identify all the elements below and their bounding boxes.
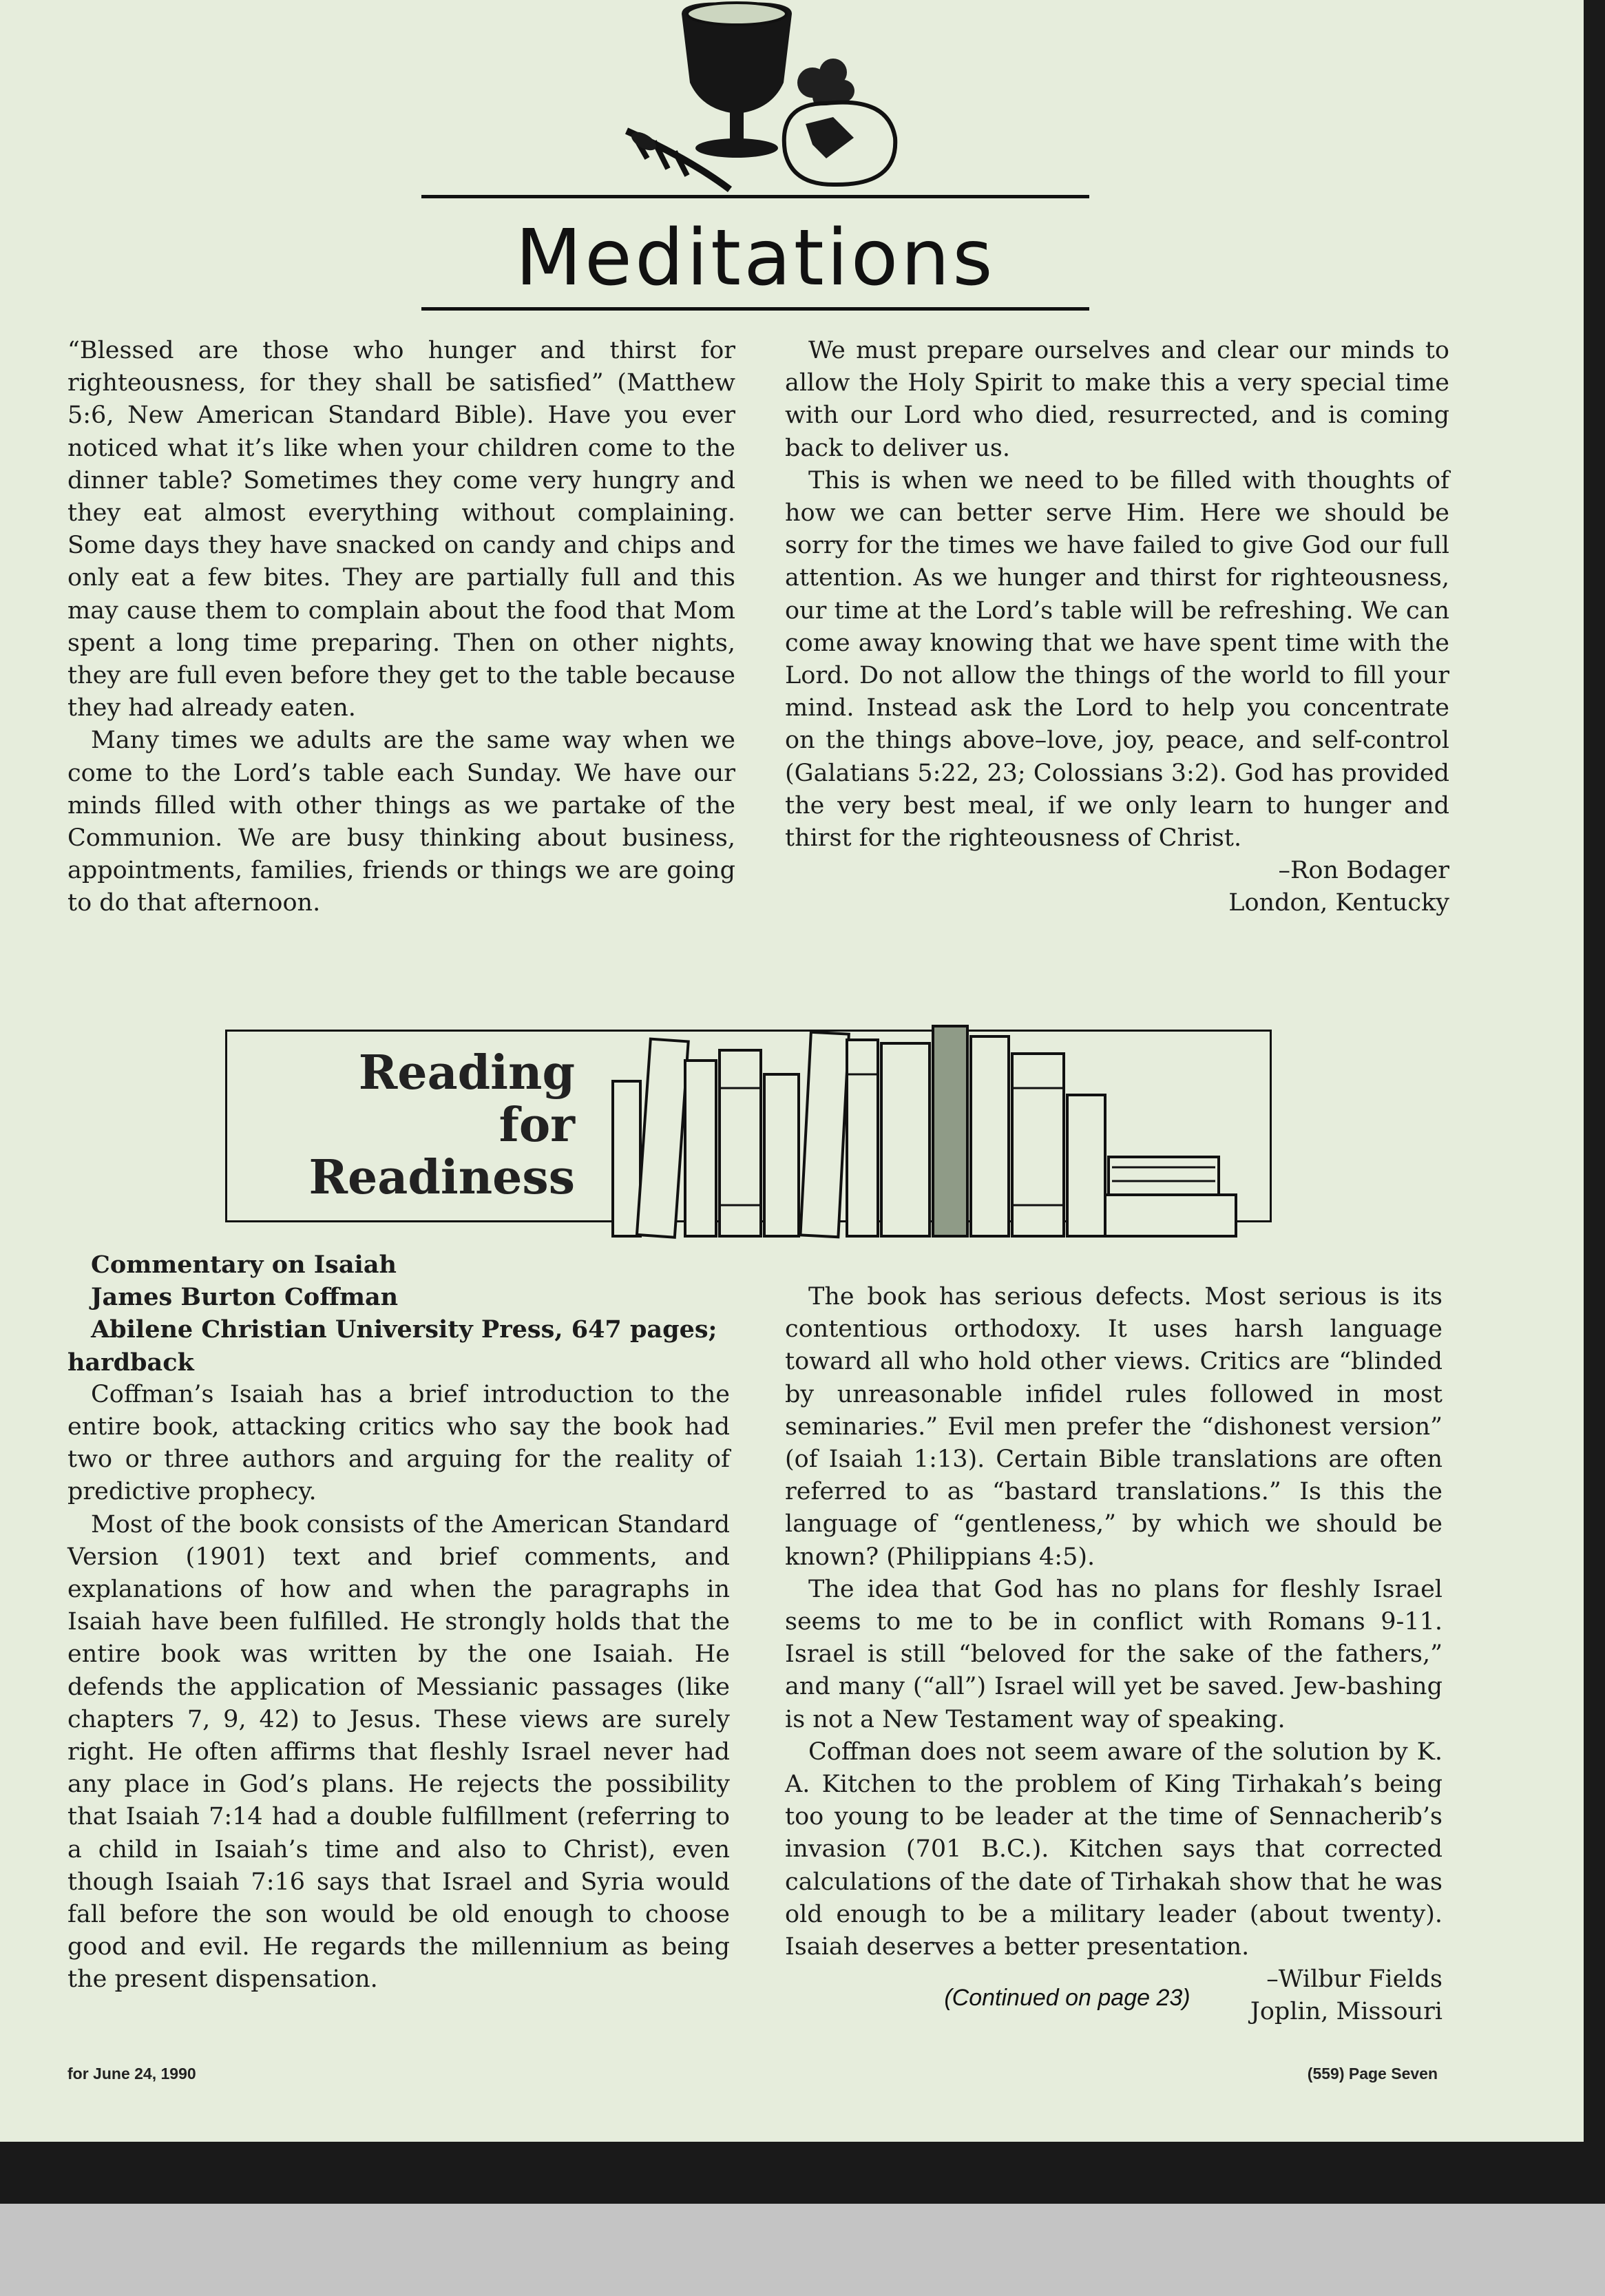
review-column-1	[67, 1249, 730, 1996]
paragraph: “Blessed are those who hunger and thirst for righteousness, for they shall be satisfied” (Matthew 5:6, New American Standard Bible). Have you ever noticed what it’s like when your children come to the dinner table? Sometimes they come very hungry and they eat almost everything without complaining. Some days they have snacked on candy and chips and only eat a few bites. They are partially full and this may cause them to complain about the food that Mom spent a long time preparing. Then on other nights, they are full even before they get to the table because they had already eaten.	[67, 337, 735, 722]
paragraph: We must prepare ourselves and clear our minds to allow the Holy Spirit to make this a very special time with our Lord who died, resurrected, and is coming back to deliver us.	[785, 337, 1449, 462]
paragraph: The idea that God has no plans for fleshly Israel seems to me to be in conflict with Romans 9-11. Israel is still “beloved for the sake of the fathers,” and many (“all”) Israel will yet be saved. Jew-bashing is not a New Testament way of speaking.	[785, 1575, 1443, 1733]
footer-page-number: (559) Page Seven	[1307, 2065, 1438, 2083]
continued-note: (Continued on page 23)	[944, 1985, 1190, 2011]
footer-date: for June 24, 1990	[67, 2065, 196, 2083]
communion-illustration	[606, 0, 923, 193]
reviewer-signature: –Wilbur Fields	[1266, 1965, 1443, 1994]
meditations-column-2	[785, 335, 1449, 920]
reading-banner-title: Reading for Readiness	[308, 1045, 575, 1205]
title-rule-bottom	[421, 307, 1089, 311]
scan-background	[0, 2204, 1605, 2296]
book-title: Commentary on Isaiah	[91, 1251, 397, 1279]
paragraph: Coffman does not seem aware of the solution by K. A. Kitchen to the problem of King Tirhakah’s being too young to be leader at the time of Sennacherib’s invasion (701 B.C.). Kitchen says that corrected calculations of the date of Tirhakah show that he was old enough to be a military leader (about twenty). Isaiah deserves a better presentation.	[785, 1737, 1443, 1961]
review-column-2	[785, 1281, 1443, 2029]
meditations-column-1	[67, 335, 735, 920]
paragraph: Coffman’s Isaiah has a brief introduction to the entire book, attacking critics who say the book had two or three authors and arguing for the reality of predictive prophecy.	[67, 1380, 730, 1506]
author-location: London, Kentucky	[1228, 889, 1449, 917]
paragraph: The book has serious defects. Most serious is its contentious orthodoxy. It uses harsh language toward all who hold other views. Critics are “blinded by unreasonable infidel rules followed in most seminaries.” Evil men prefer the “dishonest version” (of Isaiah 1:13). Certain Bible translations are often referred to as “bastard translations.” Is this the language of “gentleness,” by which we should be known? (Philippians 4:5).	[785, 1283, 1443, 1571]
author-signature: –Ron Bodager	[1278, 857, 1449, 885]
book-publisher: Abilene Christian University Press, 647 pages; hardback	[67, 1315, 717, 1377]
paragraph: Many times we adults are the same way when we come to the Lord’s table each Sunday. We have our minds filled with other things as we partake of the Communion. We are busy thinking about business, appointments, families, friends or things we are going to do that afternoon.	[67, 727, 735, 917]
reviewer-location: Joplin, Missouri	[1250, 1998, 1443, 2026]
title-rule-top	[421, 195, 1089, 198]
books-illustration	[606, 1012, 1267, 1246]
paragraph: Most of the book consists of the American Standard Version (1901) text and brief comments, and explanations of how and when the paragraphs in Isaiah have been fulfilled. He strongly holds that the entire book was written by the one Isaiah. He defends the application of Messianic passages (like chapters 7, 9, 42) to Jesus. These views are surely right. He often affirms that fleshly Israel never had any place in God’s plans. He rejects the possibility that Isaiah 7:14 had a double fulfillment (referring to a child in Isaiah’s time and also to Christ), even though Isaiah 7:16 says that Israel and Syria would fall before the son would be old enough to choose good and evil. He regards the millennium as being the present dispensation.	[67, 1510, 730, 1994]
book-author: James Burton Coffman	[91, 1283, 399, 1312]
paragraph: This is when we need to be filled with thoughts of how we can better serve Him. Here we should be sorry for the times we have failed to give God our full attention. As we hunger and thirst for righteousness, our time at the Lord’s table will be refreshing. We can come away knowing that we have spent time with the Lord. Do not allow the things of the world to fill your mind. Instead ask the Lord to help you concentrate on the things above–love, joy, peace, and self-control (Galatians 5:22, 23; Colossians 3:2). God has provided the very best meal, if we only learn to hunger and thirst for the righteousness of Christ.	[785, 466, 1449, 853]
section-title: Meditations	[515, 213, 996, 303]
